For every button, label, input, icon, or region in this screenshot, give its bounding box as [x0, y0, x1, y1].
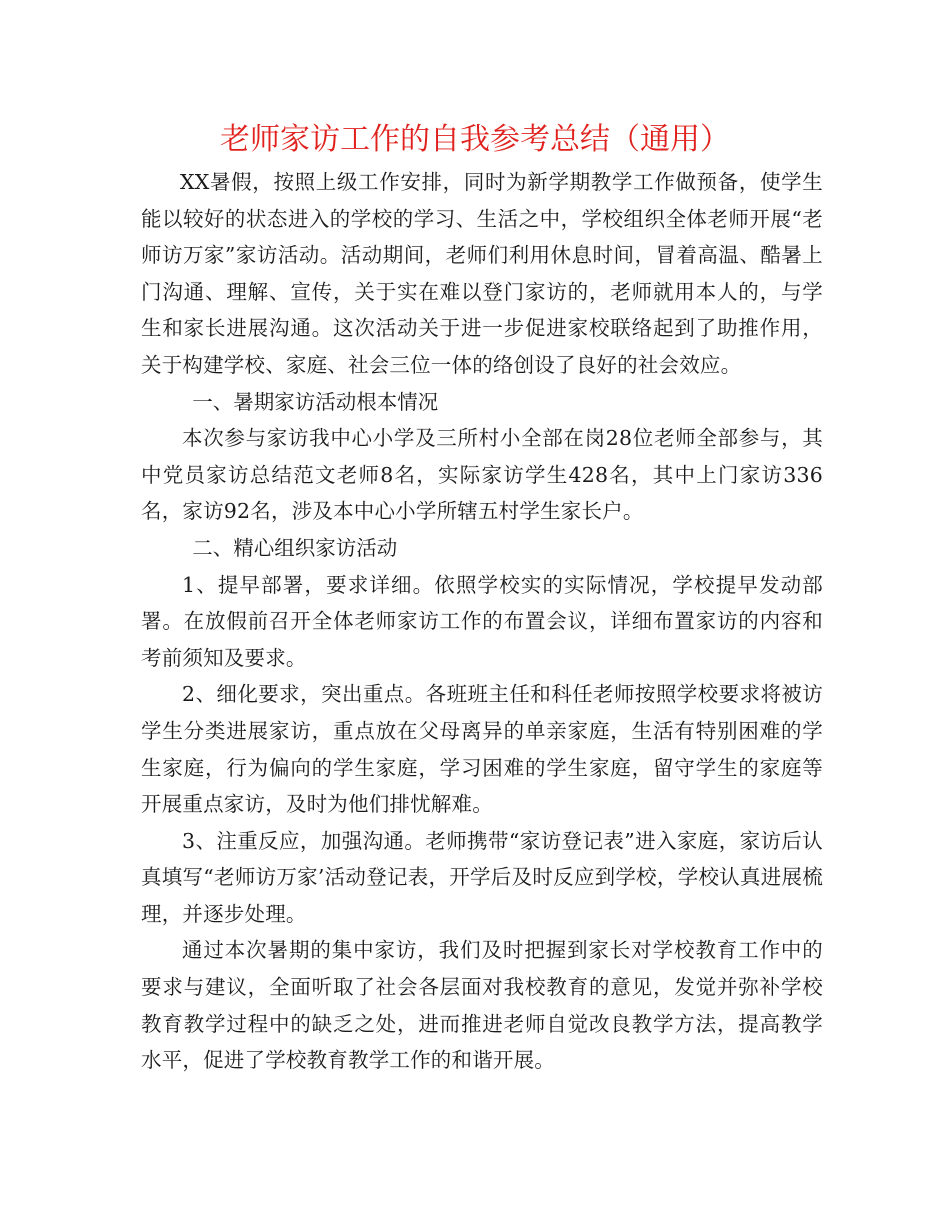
paragraph-overview: 本次参与家访我中心小学及三所村小全部在岗28位老师全部参与，其中党员家访总结范文老师8名，实际家访学生428名，其中上门家访336名，家访92名，涉及本中心小学所辖五村学生家长户。 — [141, 426, 823, 524]
paragraph-item-2: 2、细化要求，突出重点。各班班主任和科任老师按照学校要求将被访学生分类进展家访，重点放在父母离异的单亲家庭，生活有特别困难的学生家庭，行为偏向的学生家庭，学习困难的学生家庭，留守学生的家庭等开展重点家访，及时为他们排忧解难。 — [141, 682, 823, 817]
document-title: 老师家访工作的自我参考总结（通用） — [220, 122, 730, 157]
section-heading-organize: 二、精心组织家访活动 — [192, 535, 398, 560]
paragraph-item-1: 1、提早部署，要求详细。依照学校实的实际情况，学校提早发动部署。在放假前召开全体老师家访工作的布置会议，详细布置家访的内容和考前须知及要求。 — [141, 572, 823, 670]
paragraph-conclusion: 通过本次暑期的集中家访，我们及时把握到家长对学校教育工作中的要求与建议，全面听取了社会各层面对我校教育的意见，发觉并弥补学校教育教学过程中的缺乏之处，进而推进老师自觉改良教学方法，提高教学水平，促进了学校教育教学工作的和谐开展。 — [141, 938, 823, 1073]
paragraph-intro: XX暑假，按照上级工作安排，同时为新学期教学工作做预备，使学生能以较好的状态进入的学校的学习、生活之中，学校组织全体老师开展“老师访万家”家访活动。活动期间，老师们利用休息时间，冒着高温、酷暑上门沟通、理解、宣传，关于实在难以登门家访的，老师就用本人的，与学生和家长进展沟通。这次活动关于进一步促进家校联络起到了助推作用，关于构建学校、家庭、社会三位一体的络创设了良好的社会效应。 — [141, 170, 823, 377]
section-heading-overview: 一、暑期家访活动根本情况 — [192, 389, 439, 414]
paragraph-item-3: 3、注重反应，加强沟通。老师携带“家访登记表”进入家庭，家访后认真填写“老师访万家’活动登记表，开学后及时反应到学校，学校认真进展梳理，并逐步处理。 — [141, 828, 823, 926]
document-body — [141, 164, 823, 1079]
